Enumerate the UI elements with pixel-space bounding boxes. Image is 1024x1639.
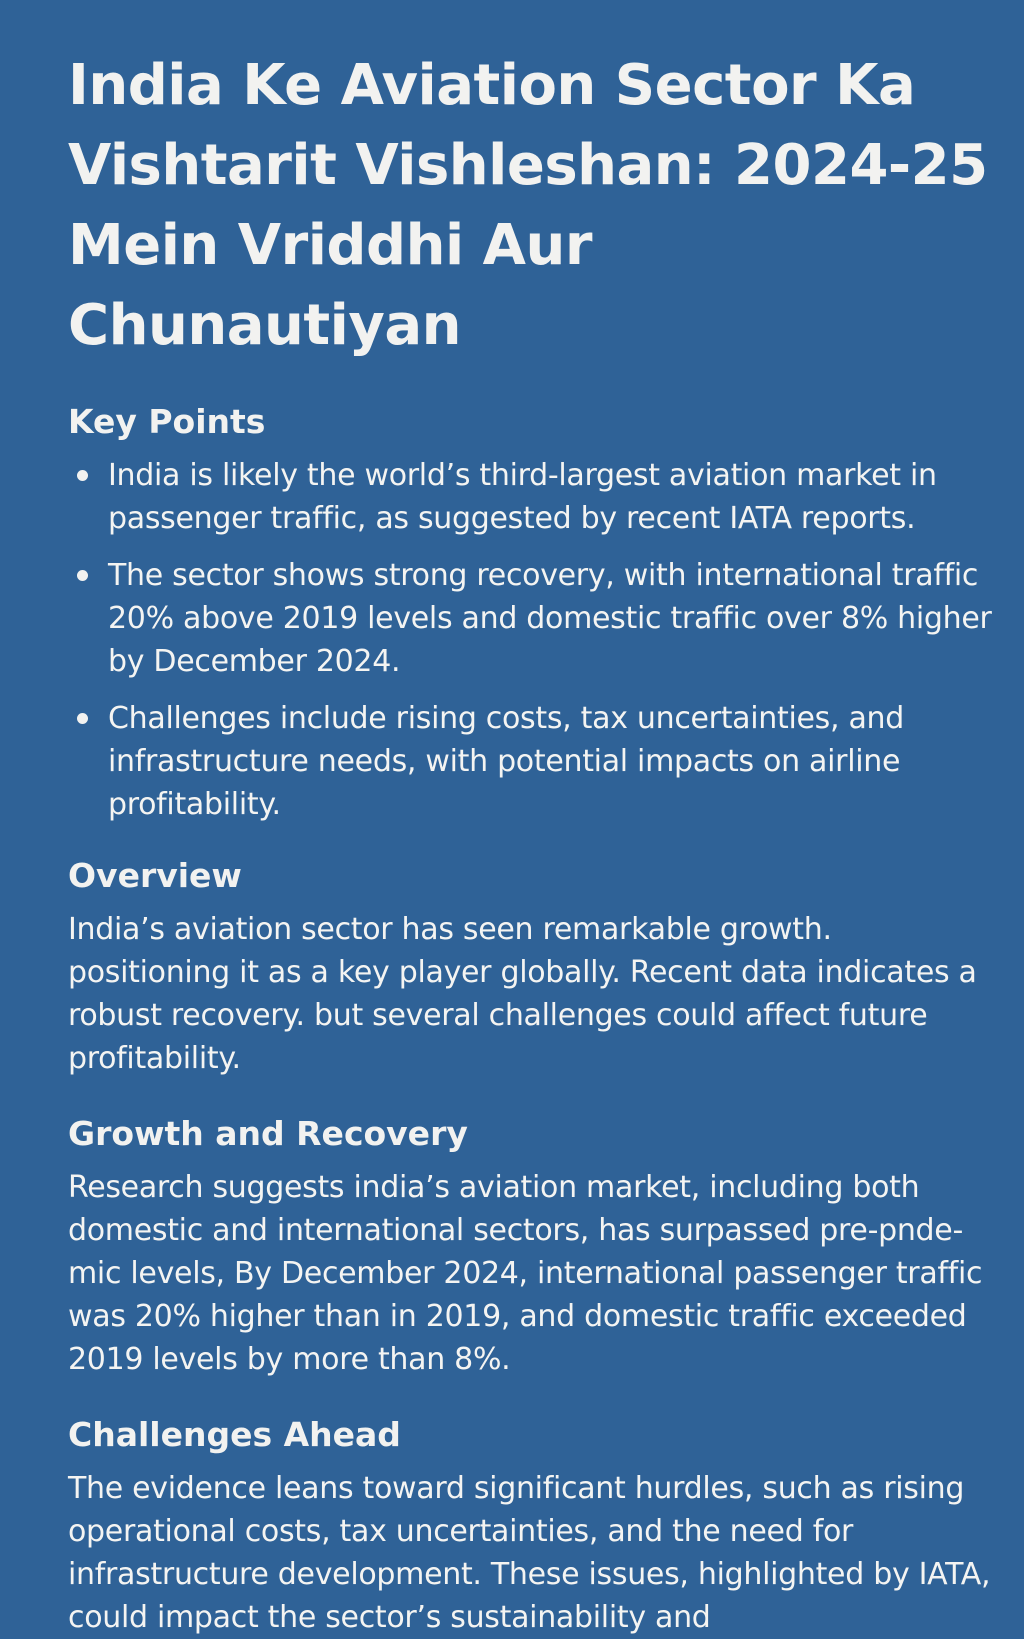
overview-heading: Overview <box>68 856 242 895</box>
key-points-list <box>68 454 994 826</box>
page-title: India Ke Aviation Sector Ka Vishtarit Vishleshan: 2024-25 Mein Vriddhi Aur Chunautiyan <box>68 53 988 358</box>
list-item-text: Challenges include rising costs, tax uncertainties, and infrastructure needs, with potential impacts on airline profitability. <box>108 701 904 822</box>
bullet-icon <box>77 470 88 481</box>
bullet-icon <box>77 570 88 581</box>
overview-section <box>68 852 994 1080</box>
key-points-section <box>68 398 994 826</box>
overview-paragraph: India’s aviation sector has seen remarkable growth. positioning it as a key player globally. Recent data indicates a robust recovery. but several challenges could affect future profitability. <box>68 912 977 1076</box>
challenges-section <box>68 1411 994 1639</box>
growth-section <box>68 1110 994 1381</box>
key-points-heading: Key Points <box>68 402 266 441</box>
growth-heading: Growth and Recovery <box>68 1114 468 1153</box>
bullet-icon <box>77 713 88 724</box>
challenges-paragraph: The evidence leans toward significant hurdles, such as rising operational costs, tax uncertainties, and the need for infrastructure development. These issues, highlighted by IATA, could impact the sector’s sustainability and <box>68 1471 991 1635</box>
challenges-heading: Challenges Ahead <box>68 1415 401 1454</box>
list-item <box>68 554 994 683</box>
list-item-text: India is likely the world’s third-largest aviation market in passenger traffic, as suggested by recent IATA reports. <box>108 458 937 536</box>
growth-paragraph: Research suggests india’s aviation market, including both domestic and international sectors, has surpassed pre-pnde-mic levels, By December 2024, international passenger traffic was 20% higher than in 2019, and domestic traffic exceeded 2019 levels by more than 8%. <box>68 1170 983 1377</box>
list-item-text: The sector shows strong recovery, with international traffic 20% above 2019 levels and domestic traffic over 8% higher by December 2024. <box>108 558 992 679</box>
list-item <box>68 697 994 826</box>
list-item <box>68 454 994 540</box>
